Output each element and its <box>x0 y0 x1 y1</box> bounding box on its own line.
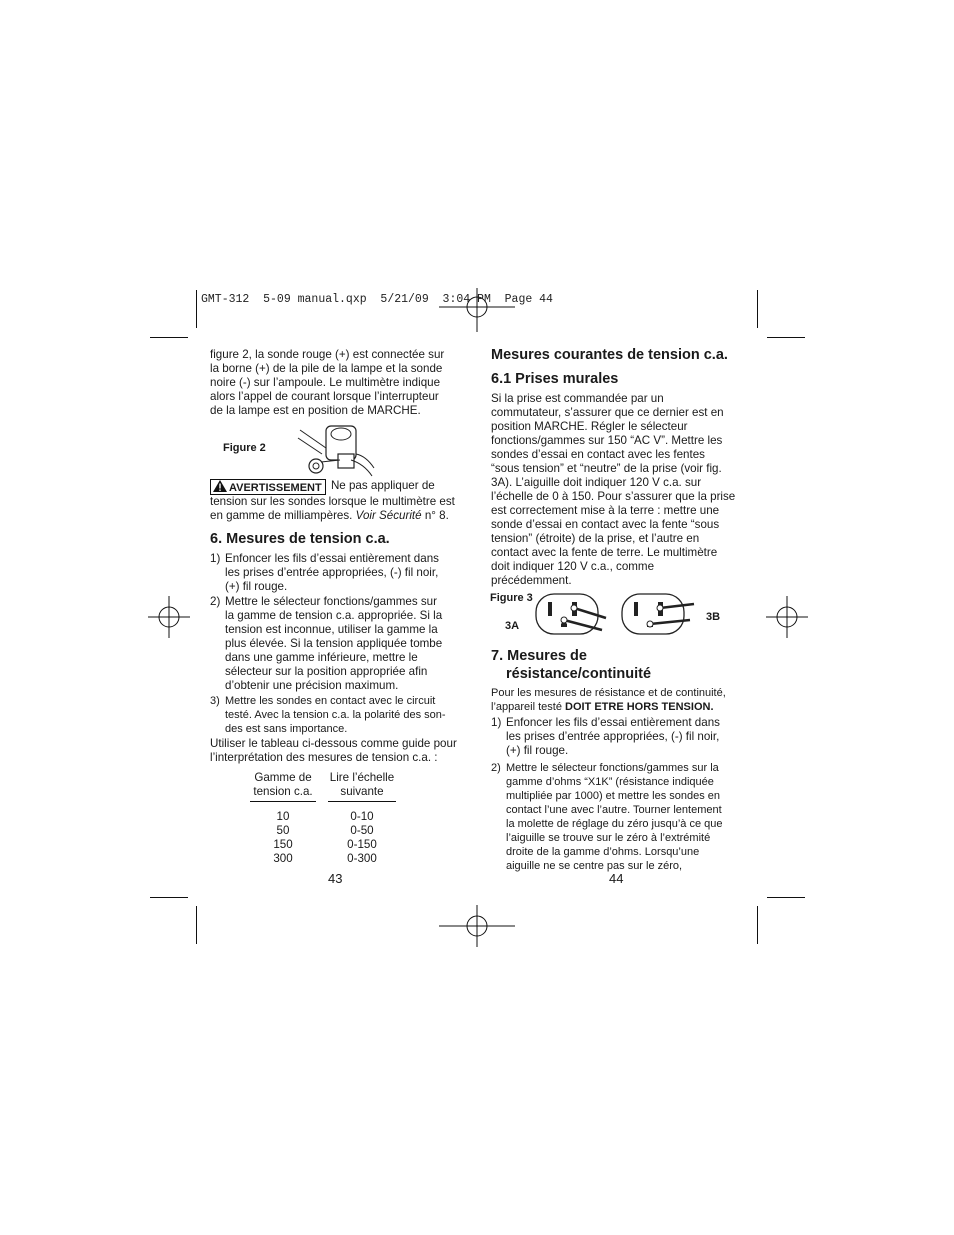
list-item: 1) Enfoncer les fils d’essai entièrement dans les prises d’entrée appropriées, (-) fil noir, (+) fil rouge. <box>210 552 439 593</box>
table-header: Gamme de tension c.a. <box>250 771 316 802</box>
list-item: 1) Enfoncer les fils d’essai entièrement dans les prises d’entrée appropriées, (-) fil noir, (+) fil rouge. <box>491 716 720 757</box>
registration-mark-icon <box>766 596 808 638</box>
figure3b-label: 3B <box>706 611 721 623</box>
page-number: 43 <box>328 871 343 886</box>
page-number: 44 <box>609 871 624 886</box>
list-item: 3) Mettre les sondes en contact avec le circuit testé. Avec la tension c.a. la polarité des son- des est sans importance. <box>210 695 446 735</box>
section7-intro: Pour les mesures de résistance et de continuité, l’appareil testé DOIT ETRE HORS TENSION. <box>491 687 726 713</box>
table-header: Lire l’échelle suivante <box>328 771 396 802</box>
table-row: 300 0-300 <box>273 852 377 865</box>
crop-mark <box>757 290 758 328</box>
table-row: 10 0-10 <box>276 810 374 823</box>
table-row: 150 0-150 <box>273 838 377 851</box>
subsection-paragraph: Si la prise est commandée par un commutateur, s’assurer que ce dernier est en position MARCHE. Régler le sélecteur fonctions/gammes sur 150 “AC V”. Mettre les sondes d’essai en contact avec les fentes “sous tension” et “neutre” de la prise (voir fig. 3A). L’aiguille doit indiquer 120 V c.a. sur l’échelle de 0 à 150. Pour s’assurer que la prise est correctement mise à la terre : mettre une sonde d’essai en contact avec la fente “sous tension” (étroite) de la prise, et l’autre en contact avec la fente de terre. Le multimètre doit indiquer 120 V c.a., comme précédemment. <box>491 392 736 587</box>
figure3a-label: 3A <box>505 620 520 632</box>
voltage-table <box>250 771 396 866</box>
intro-paragraph: figure 2, la sonde rouge (+) est connectée sur la borne (+) de la pile de la lampe et la sonde noire (-) sur l’ampoule. Le multimètre indique alors l’appel de courant lorsque l’interrupteur de la lampe est en position de MARCHE. <box>210 348 445 417</box>
section7-title: 7. Mesures de résistance/continuité <box>491 648 652 682</box>
table-row: 50 0-50 <box>276 824 374 837</box>
crop-mark <box>150 897 188 898</box>
crop-mark <box>196 290 197 328</box>
section-title: Mesures courantes de tension c.a. <box>491 347 728 363</box>
list-item: 2) Mettre le sélecteur fonctions/gammes sur la gamme d’ohms “X1K” (résistance indiquée multipliée par 1000) et mettre les sondes en contact l’une avec l’autre. Tourner lentement la molette de réglage du zéro jusqu’à ce que l’aiguille se trouve sur le zéro à l’extrémité droite de la gamme d’ohms. Lorsqu’une aiguille ne se centre pas sur le zéro, <box>491 762 723 872</box>
warning-triangle-icon <box>213 480 227 492</box>
crop-mark <box>767 337 805 338</box>
warning-badge: AVERTISSEMENT <box>210 479 326 495</box>
subsection-title: 6.1 Prises murales <box>491 371 619 387</box>
registration-mark-icon <box>439 905 515 947</box>
lamp-probe-illustration <box>296 424 376 480</box>
crop-mark <box>150 337 188 338</box>
crop-mark <box>767 897 805 898</box>
wall-outlet-illustration <box>534 590 702 638</box>
section6-title: 6. Mesures de tension c.a. <box>210 531 390 547</box>
file-slug: GMT-312 5-09 manual.qxp 5/21/09 3:04 PM Page 44 <box>201 293 553 306</box>
crop-mark <box>757 906 758 944</box>
warning-paragraph: AVERTISSEMENT Ne pas appliquer de tension sur les sondes lorsque le multimètre est en gamme de milliampères. Voir Sécurité n° 8. <box>210 479 455 522</box>
crop-mark <box>196 906 197 944</box>
section7-steps <box>491 716 751 873</box>
figure2-label: Figure 2 <box>223 442 266 454</box>
registration-mark-icon <box>148 596 190 638</box>
figure3-label: Figure 3 <box>490 592 533 604</box>
list-item: 2) Mettre le sélecteur fonctions/gammes sur la gamme de tension c.a. appropriée. Si la tension est inconnue, utiliser la gamme la plus élevée. Si la tension appliquée tombe dans une gamme inférieure, mettre le sélecteur sur la position appropriée afin d’obtenir une précision maximum. <box>210 595 443 692</box>
section6-steps <box>210 552 465 736</box>
table-intro: Utiliser le tableau ci-dessous comme guide pour l’interprétation des mesures de tension c.a. : <box>210 737 457 764</box>
